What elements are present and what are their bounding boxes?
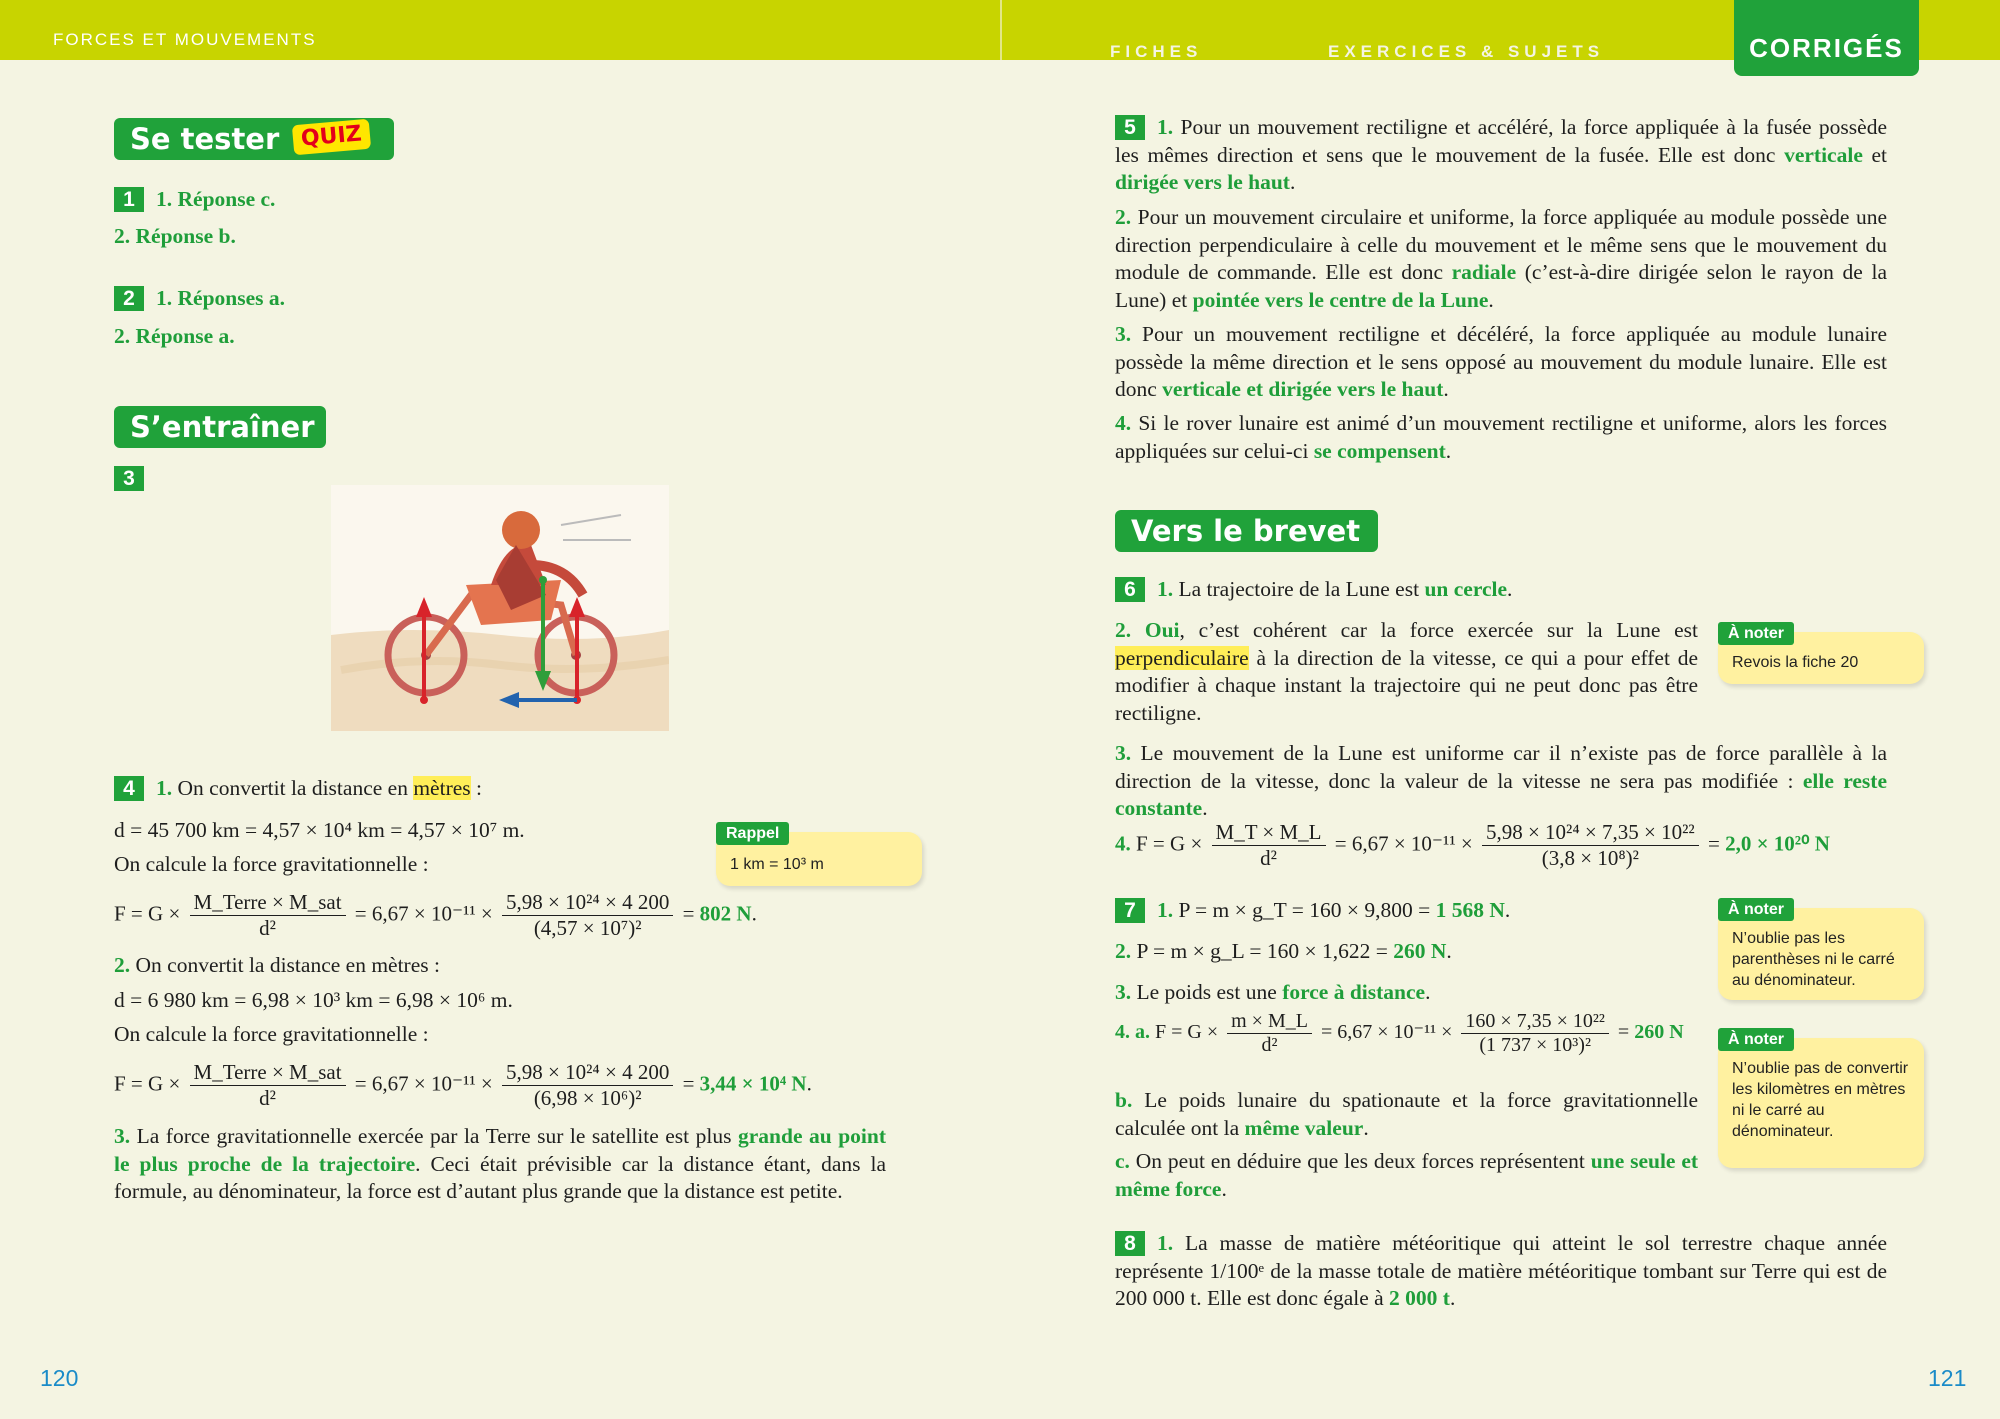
result: 802 N — [699, 901, 752, 926]
exercise-number: 4 — [114, 776, 144, 801]
exercise-number: 7 — [1115, 898, 1145, 923]
text: à la direction de la vitesse, ce qui a pour effet de modifier à chaque instant la trajectoire qui ne peut donc pas être rectiligne. — [1115, 645, 1699, 725]
note-text: Revois la fiche 20 — [1732, 654, 1859, 671]
exercise-7: 7 1. P = m × g_T = 160 × 9,800 = 1 568 N. — [1115, 897, 1510, 925]
note-label: À noter — [1718, 622, 1794, 645]
green-answer: verticale et dirigée vers le haut — [1162, 377, 1444, 401]
note-text: 1 km = 10³ m — [730, 856, 824, 873]
exercise-6-q3: 3. Le mouvement de la Lune est uniforme car il n’existe pas de force parallèle à la direction de la vitesse, donc la valeur de la vitesse ne sera pas modifiée : elle reste constante. — [1115, 741, 1888, 820]
exercise-7-qc: c. On peut en déduire que les deux forces représentent une seule et même force. — [1115, 1149, 1699, 1201]
calc-intro: On calcule la force gravitationnelle : — [114, 1022, 429, 1046]
result: 3,44 × 10⁴ N — [699, 1071, 807, 1096]
answer: 1. Réponse c. — [156, 187, 276, 211]
text: P = m × g_L = 160 × 1,622 = — [1136, 939, 1388, 963]
question-number: 1. — [156, 776, 173, 800]
green-answer: 1 568 N — [1435, 898, 1505, 922]
exercise-number: 2 — [114, 286, 144, 311]
green-answer: verticale — [1784, 142, 1863, 167]
equation-6-4 — [1115, 820, 1830, 871]
question-number: b. — [1115, 1088, 1133, 1112]
exercise-4-q3 — [114, 1123, 886, 1206]
chapter-title: FORCES ET MOUVEMENTS — [53, 30, 317, 49]
denominator: (3,8 × 10⁸)² — [1541, 846, 1639, 870]
exercise-6: 6 1. La trajectoire de la Lune est un cercle. — [1115, 576, 1512, 604]
green-answer: même valeur — [1244, 1115, 1364, 1140]
exercise-7-q2: 2. P = m × g_L = 160 × 1,622 = 260 N. — [1115, 939, 1452, 963]
question-number: 2. — [1115, 205, 1132, 229]
text: : — [470, 776, 482, 800]
page-divider — [1000, 0, 1002, 60]
tab-corriges-label: CORRIGÉS — [1749, 33, 1904, 63]
section-s-entrainer — [114, 406, 326, 448]
question-number: 3. — [114, 1124, 131, 1148]
question-number: 1. — [1157, 1231, 1174, 1255]
exercise-8: 8 1. La masse de matière météoritique qui atteint le sol terrestre chaque année représente 1/100ᵉ de la masse totale de matière météoritique tombant sur Terre qui est de 200 000 t. Elle est donc égale à 2 000 t. — [1115, 1231, 1887, 1311]
eq-text: = 6,67 × 10⁻¹¹ × — [354, 1071, 493, 1096]
section-se-tester — [114, 118, 394, 160]
answer: 2. Réponse a. — [114, 324, 235, 348]
question-number: 3. — [1115, 322, 1132, 346]
exercise-5-q2: 2. Pour un mouvement circulaire et uniforme, la force appliquée au module possède une direction perpendiculaire à celle du mouvement et le même sens que le mouvement du module de commande. Elle est donc radiale (c’est-à-dire dirigée selon le rayon de la Lune) et pointée vers le centre de la Lune. — [1115, 205, 1888, 312]
numerator: M_Terre × M_sat — [190, 890, 346, 916]
highlight: perpendiculaire — [1115, 645, 1249, 670]
denominator: d² — [259, 1086, 276, 1110]
equation-2: F = G × $\frac{\text{M\_Terre × M\_sat}}{\text{d²}}$ = 6,67 × 10⁻¹¹ × $\frac{\text{5,98 × 10²⁴ × 4 200}}{\text{(6,98 × 10⁶)²}}$ = 3,44 × 10⁴ N. — [114, 1060, 812, 1110]
text: On convertit la distance en mètres : — [135, 953, 440, 977]
quiz-badge: QUIZ — [292, 119, 371, 156]
question-number: 2. — [1115, 939, 1132, 963]
answer: 1. Réponses a. — [156, 286, 286, 310]
eq-text: F = G × — [1155, 1021, 1219, 1044]
green-answer: pointée vers le centre de la Lune — [1192, 287, 1489, 312]
exercise-4-q2 — [114, 952, 440, 980]
numerator: 5,98 × 10²⁴ × 7,35 × 10²² — [1482, 820, 1699, 846]
eq-text: = 6,67 × 10⁻¹¹ × — [1320, 1021, 1453, 1044]
note-label: À noter — [1718, 1028, 1794, 1051]
exercise-1 — [114, 186, 275, 214]
result: 2,0 × 10²⁰ N — [1725, 831, 1830, 856]
exercise-7-q3: 3. Le poids est une force à distance. — [1115, 980, 1431, 1004]
exercise-3 — [114, 465, 156, 493]
green-answer: dirigée vers le haut — [1115, 170, 1290, 195]
numerator: m × M_L — [1227, 1010, 1312, 1034]
note-label: À noter — [1718, 898, 1794, 921]
exercise-number: 6 — [1115, 577, 1145, 602]
note-label: Rappel — [716, 822, 789, 845]
page-number: 121 — [1928, 1365, 1967, 1391]
question-number: 2. — [114, 953, 131, 977]
denominator: (4,57 × 10⁷)² — [533, 916, 642, 940]
tab-fiches[interactable]: FICHES — [1110, 42, 1203, 61]
exercise-number: 3 — [114, 466, 144, 491]
green-answer: force à distance — [1282, 980, 1426, 1004]
exercise-2 — [114, 285, 285, 313]
eq-text: = — [1707, 831, 1720, 856]
eq-text: = — [1617, 1021, 1630, 1044]
calc-intro: On calcule la force gravitationnelle : — [114, 852, 429, 876]
numerator: M_T × M_L — [1212, 820, 1326, 846]
exercise-6-q2 — [1115, 617, 1698, 727]
fraction — [502, 890, 673, 941]
section-title: Se tester — [130, 122, 280, 156]
question-number: c. — [1115, 1149, 1130, 1173]
note-text: N’oublie pas les parenthèses ni le carré au dénominateur. — [1732, 930, 1895, 989]
exercise-5: 5 1. Pour un mouvement rectiligne et accéléré, la force appliquée à la fusée possède les mêmes direction et sens que le mouvement de la fusée. Elle est donc verticale et dirigée vers le haut. — [1115, 115, 1888, 195]
text: et — [1871, 142, 1888, 167]
text: (c’est-à-dire dirigée selon le rayon de la Lune) et — [1115, 260, 1887, 312]
eq-text: F = G × — [114, 901, 181, 926]
distance-conversion: d = 45 700 km = 4,57 × 10⁴ km = 4,57 × 10⁷ m. — [114, 818, 525, 842]
exercise-number: 5 — [1115, 115, 1145, 140]
exercise-5-q4: 4. Si le rover lunaire est animé d’un mouvement rectiligne et uniforme, alors les forces appliquées sur celui-ci se compensent. — [1115, 411, 1887, 463]
text: Si le rover lunaire est animé d’un mouvement rectiligne et uniforme, alors les forces appliquées sur celui-ci — [1115, 411, 1887, 463]
green-answer: 2 000 t — [1389, 1286, 1450, 1311]
green-answer: radiale — [1451, 260, 1517, 284]
text: La masse de matière météoritique qui atteint le sol terrestre chaque année représente 1/100ᵉ de la masse totale de matière météoritique tombant sur Terre qui est de 200 000 t. Elle est donc égale à — [1115, 1231, 1887, 1311]
note-text: N’oublie pas de convertir les kilomètres en mètres ni le carré au dénominateur. — [1732, 1060, 1909, 1140]
answer: 2. Réponse b. — [114, 224, 236, 248]
eq-text: F = G × — [114, 1071, 181, 1096]
equation-7-4a — [1115, 1010, 1684, 1057]
result: 260 N — [1634, 1021, 1684, 1044]
green-answer: se compensent — [1313, 438, 1446, 463]
green-answer: elle reste constante — [1115, 768, 1888, 820]
question-number: 2. — [1115, 618, 1132, 642]
text: La force gravitationnelle exercée par la Terre sur le satellite est plus — [136, 1124, 732, 1148]
text: . Ceci était prévisible car la distance étant, dans la formule, au dénominateur, la force est d’autant plus grande que la distance est petite. — [114, 1151, 886, 1203]
eq-text: = 6,67 × 10⁻¹¹ × — [1334, 831, 1473, 856]
text: Le mouvement de la Lune est uniforme car il n’existe pas de force parallèle à la direction de la vitesse, donc la valeur de la vitesse ne sera pas modifiée : — [1115, 741, 1888, 793]
fraction — [502, 1060, 673, 1111]
rappel-note — [716, 825, 922, 886]
section-vers-le-brevet — [1115, 510, 1378, 552]
numerator: M_Terre × M_sat — [190, 1060, 346, 1086]
section-title: S’entraîner — [130, 410, 315, 444]
equation-1: F = G × $\frac{\text{M\_Terre × M\_sat}}{\text{d²}}$ = 6,67 × 10⁻¹¹ × $\frac{\text{5,98 × 10²⁴ × 4 200}}{\text{(4,57 × 10⁷)²}}$ = 802 N. — [114, 890, 757, 940]
numerator: 160 × 7,35 × 10²² — [1461, 1010, 1609, 1034]
exercise-7-qb: b. Le poids lunaire du spationaute et la force gravitationnelle calculée ont la même valeur. — [1115, 1088, 1699, 1140]
fraction — [1461, 1010, 1609, 1057]
text: , c’est cohérent car la force exercée sur la Lune est — [1179, 618, 1698, 642]
question-number: 3. — [1115, 980, 1132, 1004]
question-number: 1. — [1157, 115, 1174, 139]
text: P = m × g_T = 160 × 9,800 = — [1178, 898, 1431, 922]
text: On peut en déduire que les deux forces représentent — [1135, 1149, 1585, 1173]
text: On convertit la distance en — [177, 776, 408, 800]
text: Pour un mouvement circulaire et uniforme, la force appliquée au module possède une direction perpendiculaire à celle du mouvement et le même sens que le mouvement du module de commande. Elle est donc — [1115, 205, 1888, 284]
exercise-5-q3: 3. Pour un mouvement rectiligne et décéléré, la force appliquée au module lunaire possède la même direction et le sens opposé au mouvement du module lunaire. Elle est donc verticale et dirigée vers le haut. — [1115, 322, 1887, 401]
green-answer: un cercle — [1424, 577, 1508, 601]
tab-corriges[interactable] — [1734, 0, 1919, 76]
tab-exercices[interactable]: EXERCICES & SUJETS — [1328, 42, 1605, 61]
highlight: mètres — [413, 776, 471, 800]
denominator: d² — [1261, 1034, 1278, 1056]
numerator: 5,98 × 10²⁴ × 4 200 — [502, 1060, 673, 1086]
text: Le poids est une — [1136, 980, 1277, 1004]
question-number: 1. — [1157, 898, 1174, 922]
question-number: 4. a. — [1115, 1021, 1150, 1044]
denominator: d² — [259, 916, 276, 940]
green-answer: grande au point le plus proche de la trajectoire — [114, 1124, 886, 1176]
green-answer: Oui — [1144, 618, 1180, 642]
text: Pour un mouvement rectiligne et décéléré, la force appliquée au module lunaire possède la même direction et le sens opposé au mouvement du module lunaire. Elle est donc — [1115, 322, 1887, 401]
eq-text: = — [682, 901, 695, 926]
denominator: d² — [1260, 846, 1277, 870]
distance-conversion: d = 6 980 km = 6,98 × 10³ km = 6,98 × 10⁶ m. — [114, 988, 513, 1012]
denominator: (6,98 × 10⁶)² — [533, 1086, 642, 1110]
green-answer: une seule et même force — [1115, 1149, 1699, 1201]
a-noter-note — [1718, 1031, 1924, 1168]
question-number: 1. — [1157, 577, 1174, 601]
fraction — [190, 1060, 346, 1111]
section-title: Vers le brevet — [1131, 514, 1361, 548]
exercise-number: 1 — [114, 187, 144, 212]
text: Pour un mouvement rectiligne et accéléré, la force appliquée à la fusée possède les mêmes direction et sens que le mouvement de la fusée. Elle est donc — [1115, 115, 1887, 167]
question-number: 4. — [1115, 411, 1132, 435]
eq-text: F = G × — [1136, 831, 1203, 856]
numerator: 5,98 × 10²⁴ × 4 200 — [502, 890, 673, 916]
fraction — [1212, 820, 1326, 871]
exercise-number: 8 — [1115, 1231, 1145, 1256]
exercise-4-q1 — [114, 775, 894, 803]
a-noter-note — [1718, 901, 1924, 1000]
eq-text: = 6,67 × 10⁻¹¹ × — [354, 901, 493, 926]
fraction — [1482, 820, 1699, 871]
question-number: 4. — [1115, 831, 1131, 856]
fraction — [190, 890, 346, 941]
a-noter-note — [1718, 625, 1924, 684]
eq-text: = — [682, 1071, 695, 1096]
text: Le poids lunaire du spationaute et la force gravitationnelle calculée ont la — [1115, 1088, 1699, 1140]
page-number: 120 — [40, 1365, 79, 1391]
denominator: (1 737 × 10³)² — [1479, 1034, 1591, 1056]
text: La trajectoire de la Lune est — [1178, 577, 1420, 601]
fraction — [1227, 1010, 1312, 1057]
green-answer: 260 N — [1393, 939, 1447, 963]
question-number: 3. — [1115, 741, 1132, 765]
motorcycle-forces-illustration — [331, 485, 669, 731]
